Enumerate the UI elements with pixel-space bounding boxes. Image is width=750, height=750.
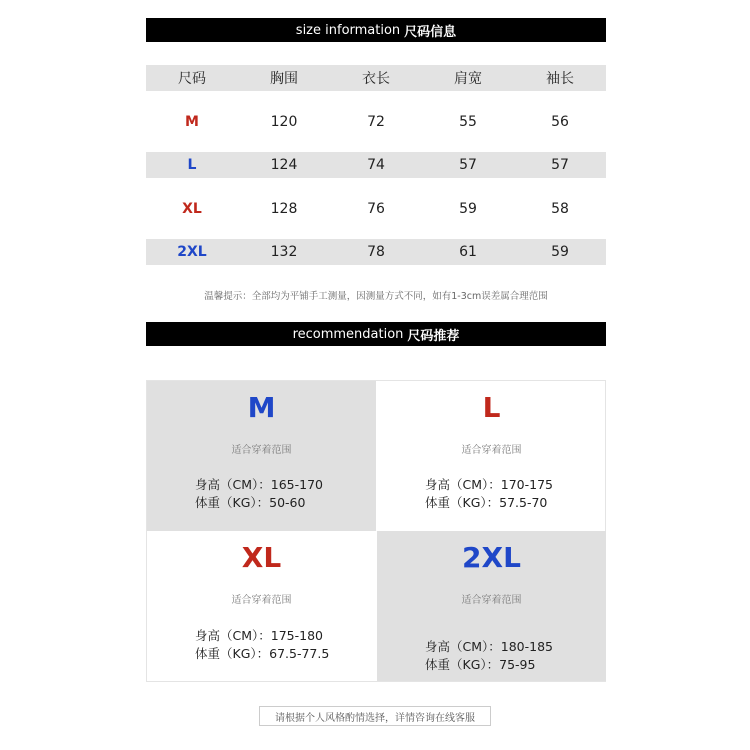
recommendation-weight: 体重（KG）：67.5-77.5 xyxy=(195,646,330,661)
row-size: L xyxy=(187,157,197,173)
recommendation-height: 身高（CM）：165-170 xyxy=(195,477,323,492)
row-shoulder: 61 xyxy=(459,244,477,260)
recommendation-size: L xyxy=(482,391,501,424)
footer-note: 请根据个人风格酌情选择，详情咨询在线客服 xyxy=(259,706,491,726)
table-row xyxy=(146,196,606,222)
recommendation-grid xyxy=(146,380,606,682)
size-table xyxy=(146,65,606,265)
row-chest: 124 xyxy=(270,157,298,173)
size-information-title-en: size information xyxy=(295,22,401,38)
row-shoulder: 55 xyxy=(459,114,477,130)
recommendation-card-2xl xyxy=(377,531,606,681)
measurement-note: 温馨提示：全部均为平铺手工测量，因测量方式不同，如有1-3cm误差属合理范围 xyxy=(204,291,548,302)
recommendation-card-m xyxy=(147,381,376,531)
row-shoulder: 57 xyxy=(459,157,477,173)
recommendation-size: M xyxy=(247,391,276,424)
size-information-banner xyxy=(146,18,606,42)
row-length: 76 xyxy=(367,201,385,217)
recommendation-subtitle: 适合穿着范围 xyxy=(461,445,522,456)
row-size: 2XL xyxy=(177,244,207,260)
row-shoulder: 59 xyxy=(459,201,477,217)
recommendation-weight: 体重（KG）：57.5-70 xyxy=(425,495,548,510)
recommendation-weight: 体重（KG）：50-60 xyxy=(195,495,306,510)
recommendation-title-cn: 尺码推荐 xyxy=(407,328,460,344)
recommendation-card-xl xyxy=(147,531,376,681)
header-chest: 胸围 xyxy=(270,71,298,87)
recommendation-height: 身高（CM）：175-180 xyxy=(195,628,323,643)
recommendation-subtitle: 适合穿着范围 xyxy=(231,445,292,456)
row-length: 74 xyxy=(367,157,385,173)
recommendation-weight: 体重（KG）：75-95 xyxy=(425,657,536,672)
recommendation-height: 身高（CM）：170-175 xyxy=(425,477,553,492)
recommendation-card-l xyxy=(377,381,606,531)
header-size: 尺码 xyxy=(178,71,206,87)
recommendation-title-en: recommendation xyxy=(292,326,404,342)
recommendation-subtitle: 适合穿着范围 xyxy=(461,595,522,606)
recommendation-size: 2XL xyxy=(462,541,521,574)
row-sleeve: 58 xyxy=(551,201,569,217)
row-sleeve: 59 xyxy=(551,244,569,260)
row-length: 72 xyxy=(367,114,385,130)
recommendation-size: XL xyxy=(241,541,282,574)
size-table-header xyxy=(146,65,606,91)
size-information-title-cn: 尺码信息 xyxy=(404,24,457,40)
row-sleeve: 57 xyxy=(551,157,569,173)
row-sleeve: 56 xyxy=(551,114,569,130)
row-size: M xyxy=(185,114,199,130)
table-row xyxy=(146,239,606,265)
row-chest: 132 xyxy=(270,244,298,260)
header-shoulder: 肩宽 xyxy=(454,71,482,87)
row-chest: 128 xyxy=(270,201,298,217)
row-chest: 120 xyxy=(270,114,298,130)
row-length: 78 xyxy=(367,244,385,260)
row-size: XL xyxy=(182,201,202,217)
header-sleeve: 袖长 xyxy=(546,71,574,87)
recommendation-banner xyxy=(146,322,606,346)
table-row xyxy=(146,109,606,135)
header-length: 衣长 xyxy=(362,71,390,87)
table-row xyxy=(146,152,606,178)
recommendation-subtitle: 适合穿着范围 xyxy=(231,595,292,606)
recommendation-height: 身高（CM）：180-185 xyxy=(425,639,553,654)
